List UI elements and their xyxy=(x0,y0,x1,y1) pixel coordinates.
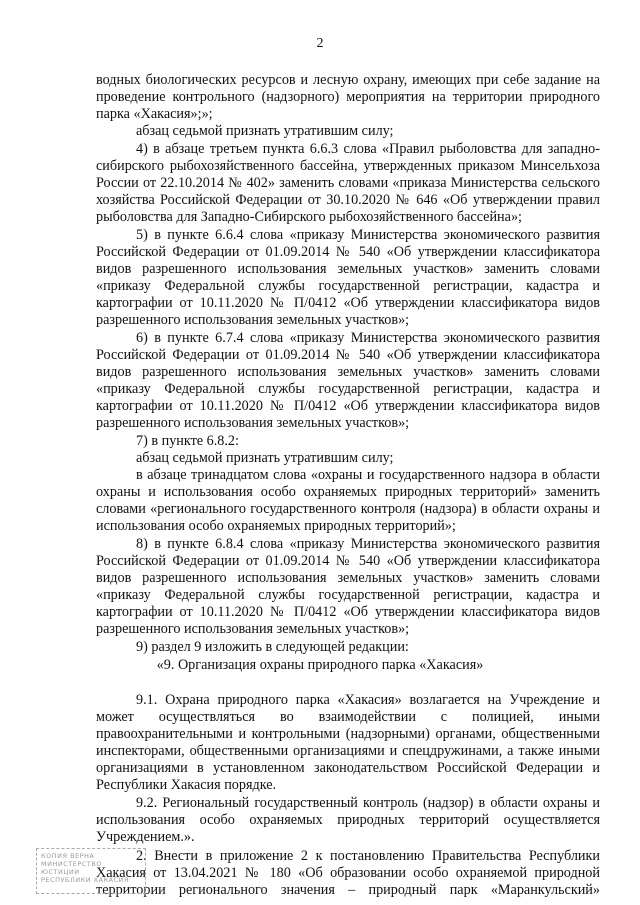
text-line: «приказу Федеральной службы государственной регистрации, кадастра и xyxy=(96,278,600,294)
section-heading: «9. Организация охраны природного парка «Хакасия» xyxy=(156,657,484,673)
stamp-line: МИНИСТЕРСТВО ЮСТИЦИИ xyxy=(41,860,102,876)
text-line: видов разрешенного использования земельных участков» заменить словами xyxy=(96,261,600,277)
text-line: водных биологических ресурсов и лесную охрану, имеющих при себе задание на xyxy=(96,72,600,88)
stamp-line: РЕСПУБЛИКИ ХАКАСИЯ xyxy=(41,876,130,884)
text-line: хозяйства Российской Федерации от 30.10.2020 № 646 «Об утверждении правил xyxy=(96,192,600,208)
text-line: картографии от 10.11.2020 № П/0412 «Об утверждении классификатора видов xyxy=(96,604,600,620)
text-line: 4) в абзаце третьем пункта 6.6.3 слова «Правил рыболовства для западно- xyxy=(136,141,600,157)
text-line: рыболовства для Западно-Сибирского рыбохозяйственного бассейна»; xyxy=(96,209,522,225)
text-line: видов разрешенного использования земельных участков» заменить словами xyxy=(96,570,600,586)
text-line: абзац седьмой признать утратившим силу; xyxy=(136,123,394,139)
text-line: Хакасия от 13.04.2021 № 180 «Об образовании особо охраняемой природной xyxy=(96,865,600,881)
text-line: видов разрешенного использования земельных участков» заменить словами xyxy=(96,364,600,380)
text-line: разрешенного использования земельных участков»; xyxy=(96,312,410,328)
text-line: Российской Федерации от 01.09.2014 № 540 «Об утверждении классификатора xyxy=(96,244,600,260)
text-line: правоохранительными и контрольными (надзорными) органами, общественными xyxy=(96,726,600,742)
text-line: парка «Хакасия»;»; xyxy=(96,106,213,122)
text-line: охраны и использования особо охраняемых природных территорий» заменить xyxy=(96,484,600,500)
text-line: картографии от 10.11.2020 № П/0412 «Об утверждении классификатора видов xyxy=(96,295,600,311)
text-line: 6) в пункте 6.7.4 слова «приказу Министерства экономического развития xyxy=(136,330,600,346)
copy-stamp xyxy=(36,848,146,894)
text-line: в абзаце тринадцатом слова «охраны и государственного надзора в области xyxy=(136,467,600,483)
text-line: Российской Федерации от 01.09.2014 № 540 «Об утверждении классификатора xyxy=(96,553,600,569)
text-line: 9) раздел 9 изложить в следующей редакции: xyxy=(136,639,409,655)
text-line: 8) в пункте 6.8.4 слова «приказу Министерства экономического развития xyxy=(136,536,600,552)
stamp-line: КОПИЯ ВЕРНА xyxy=(41,852,95,860)
text-line: инспекторами, общественными организациями и спецдружинами, а также иными xyxy=(96,743,600,759)
text-line: может осуществляться во взаимодействии с полицией, иными xyxy=(96,709,600,725)
text-line: разрешенного использования земельных участков»; xyxy=(96,415,410,431)
text-line: Российской Федерации от 01.09.2014 № 540 «Об утверждении классификатора xyxy=(96,347,600,363)
text-line: использования особо охраняемых природных территорий»; xyxy=(96,518,456,534)
text-line: абзац седьмой признать утратившим силу; xyxy=(136,450,394,466)
text-line: России от 22.10.2014 № 402» заменить словами «приказа Министерства сельского xyxy=(96,175,600,191)
text-line: 9.2. Региональный государственный контроль (надзор) в области охраны и xyxy=(136,795,600,811)
text-line: 9.1. Охрана природного парка «Хакасия» возлагается на Учреждение и xyxy=(136,692,600,708)
text-line: Учреждением.». xyxy=(96,829,195,845)
text-line: разрешенного использования земельных участков»; xyxy=(96,621,410,637)
text-line: картографии от 10.11.2020 № П/0412 «Об утверждении классификатора видов xyxy=(96,398,600,414)
text-line: проведение контрольного (надзорного) мероприятия на территории природного xyxy=(96,89,600,105)
text-line: Республики Хакасия порядке. xyxy=(96,777,277,793)
text-line: «приказу Федеральной службы государственной регистрации, кадастра и xyxy=(96,587,600,603)
text-line: 5) в пункте 6.6.4 слова «приказу Министерства экономического развития xyxy=(136,227,600,243)
text-line: 7) в пункте 6.8.2: xyxy=(136,433,239,449)
page-number: 2 xyxy=(316,36,324,51)
text-line: словами «регионального государственного контроля (надзора) в области охраны и xyxy=(96,501,600,517)
text-line: использования особо охраняемых природных территорий осуществляется xyxy=(96,812,600,828)
text-line: 2. Внести в приложение 2 к постановлению Правительства Республики xyxy=(136,848,600,864)
text-line: территории регионального значения – природный парк «Маранкульский» xyxy=(96,882,600,898)
text-line: организациями в установленном законодательством Российской Федерации и xyxy=(96,760,600,776)
text-line: сибирского рыбохозяйственного бассейна, утвержденных приказом Минсельхоза xyxy=(96,158,600,174)
text-line: «приказу Федеральной службы государственной регистрации, кадастра и xyxy=(96,381,600,397)
